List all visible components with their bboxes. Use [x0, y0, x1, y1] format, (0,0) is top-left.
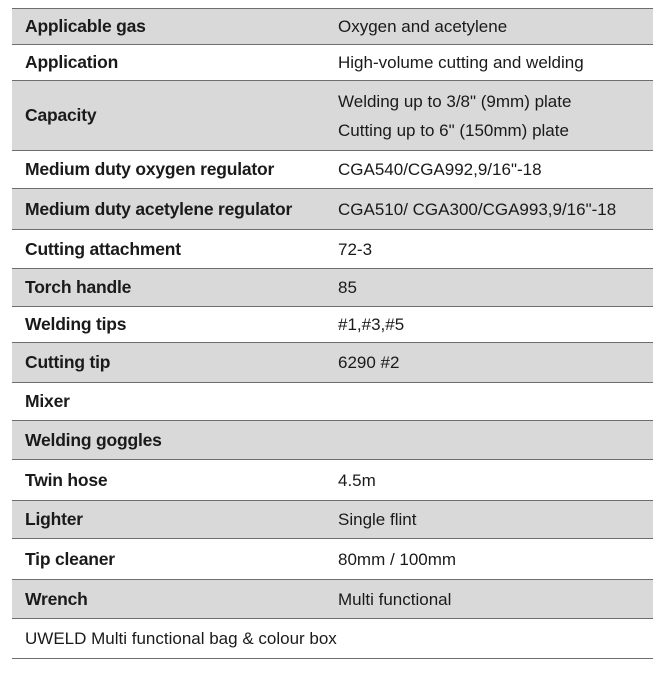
- spec-row: [12, 343, 653, 383]
- spec-label: Applicable gas: [25, 16, 146, 36]
- spec-row: [12, 45, 653, 81]
- spec-row: [12, 269, 653, 307]
- spec-row: [12, 539, 653, 580]
- spec-label: Welding tips: [25, 314, 127, 334]
- spec-value: [324, 545, 653, 574]
- spec-value-line: Single flint: [338, 510, 417, 529]
- spec-value: [324, 195, 653, 224]
- spec-value-line: 85: [338, 278, 357, 297]
- spec-row: [12, 460, 653, 501]
- spec-row: [12, 9, 653, 45]
- spec-value: [324, 48, 653, 77]
- spec-value-line: Oxygen and acetylene: [338, 17, 508, 36]
- spec-row: [12, 151, 653, 189]
- spec-label: Medium duty oxygen regulator: [25, 159, 275, 179]
- spec-value: [324, 12, 653, 41]
- spec-row: [12, 580, 653, 619]
- spec-value-line: Welding up to 3/8" (9mm) plate: [338, 91, 572, 111]
- spec-value-line: CGA510/ CGA300/CGA993,9/16"-18: [338, 199, 617, 219]
- spec-value: [324, 310, 653, 339]
- spec-label: Welding goggles: [25, 429, 162, 450]
- spec-row: [12, 383, 653, 421]
- spec-value: [324, 155, 653, 184]
- spec-row: [12, 307, 653, 343]
- spec-row: [12, 501, 653, 539]
- spec-value-line: #1,#3,#5: [338, 315, 405, 334]
- spec-value: [324, 466, 653, 495]
- spec-label: Cutting attachment: [25, 238, 181, 259]
- spec-label: Mixer: [25, 391, 70, 411]
- spec-value-line: CGA540/CGA992,9/16"-18: [338, 160, 542, 179]
- spec-label: Tip cleaner: [25, 548, 115, 569]
- spec-label: Cutting tip: [25, 352, 111, 372]
- spec-value-line: 72-3: [338, 239, 373, 259]
- spec-table: [12, 8, 653, 659]
- spec-label: Medium duty acetylene regulator: [25, 198, 293, 219]
- spec-label: Twin hose: [25, 469, 108, 490]
- spec-row: [12, 230, 653, 269]
- spec-label: Wrench: [25, 588, 88, 609]
- spec-value-line: 4.5m: [338, 470, 376, 490]
- spec-value-line: 6290 #2: [338, 353, 400, 372]
- spec-value: [324, 585, 653, 614]
- spec-value-line: Cutting up to 6" (150mm) plate: [338, 120, 569, 140]
- spec-value-line: Multi functional: [338, 589, 452, 609]
- spec-row: [12, 81, 653, 151]
- spec-value: [324, 273, 653, 302]
- footer-note: UWELD Multi functional bag & colour box: [12, 619, 653, 659]
- spec-value: [324, 505, 653, 534]
- spec-rows: [12, 9, 653, 619]
- spec-row: [12, 189, 653, 230]
- spec-label: Application: [25, 52, 119, 72]
- spec-label: Torch handle: [25, 277, 132, 297]
- spec-row: [12, 421, 653, 460]
- spec-value-line: High-volume cutting and welding: [338, 53, 584, 72]
- spec-value: [324, 87, 653, 145]
- spec-label: Capacity: [25, 105, 97, 125]
- spec-label: Lighter: [25, 509, 83, 529]
- spec-value: [324, 235, 653, 264]
- spec-value: [324, 348, 653, 377]
- spec-value-line: 80mm / 100mm: [338, 549, 457, 569]
